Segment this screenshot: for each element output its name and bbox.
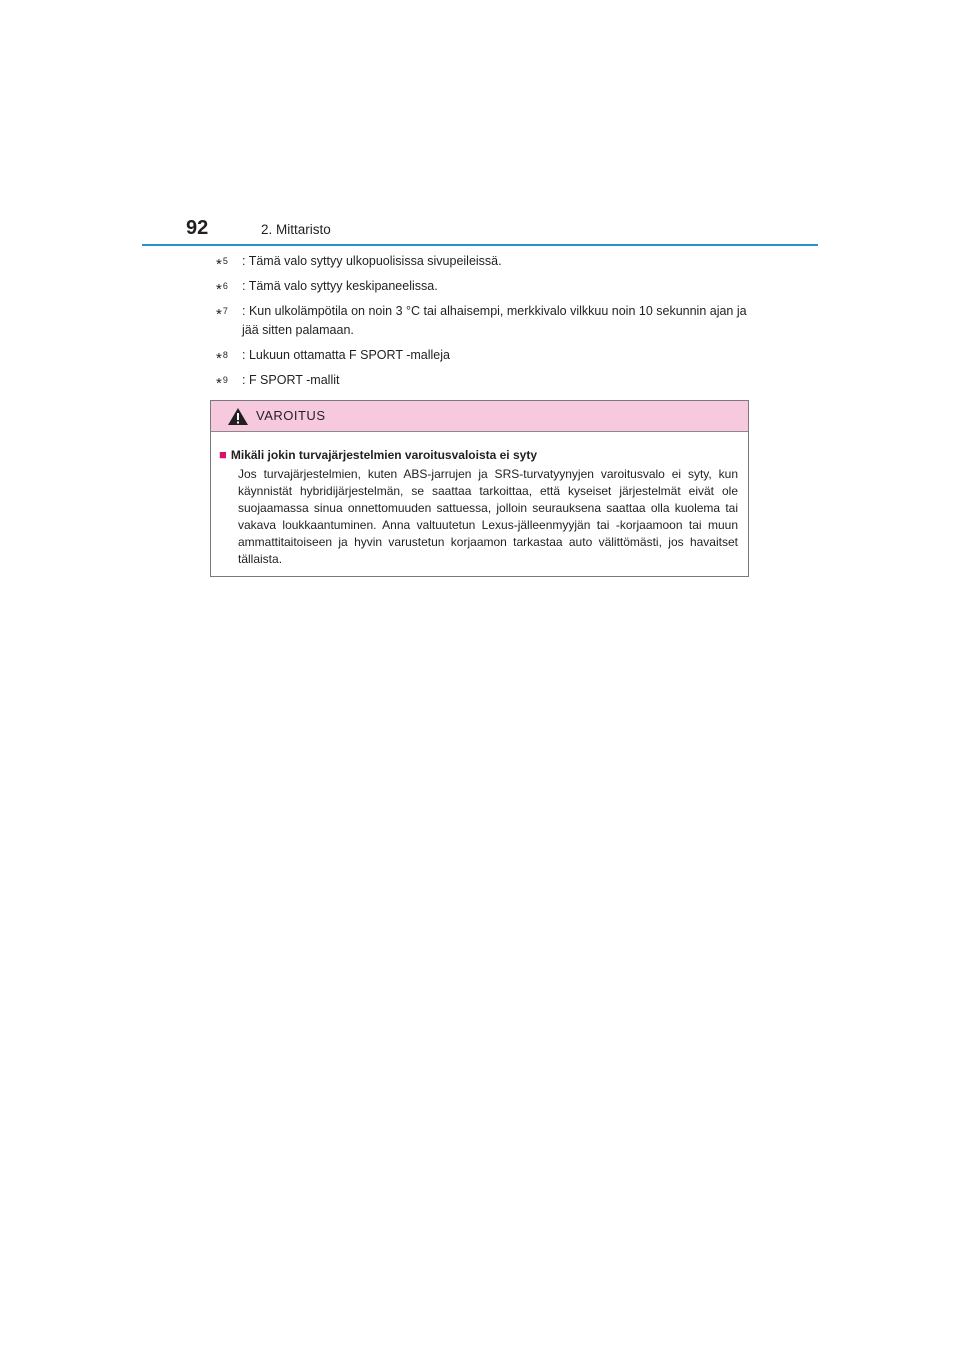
footnote-6 bbox=[216, 277, 751, 296]
warning-triangle-icon bbox=[227, 407, 249, 426]
footnote-9 bbox=[216, 371, 751, 390]
bullet-square-icon: ■ bbox=[219, 447, 227, 462]
footnote-list bbox=[216, 252, 751, 396]
section-title: 2. Mittaristo bbox=[261, 222, 331, 237]
footnote-text: : Lukuun ottamatta F SPORT -malleja bbox=[242, 348, 450, 362]
footnote-7 bbox=[216, 302, 751, 340]
warning-box bbox=[210, 400, 749, 577]
warning-header bbox=[211, 401, 748, 432]
footnote-text: : Tämä valo syttyy ulkopuolisissa sivupeileissä. bbox=[242, 254, 502, 268]
warning-text: Jos turvajärjestelmien, kuten ABS-jarrujen ja SRS-turvatyynyjen varoitusvalo ei syty, kun käynnistät hybridijärjestelmän, se saattaa tarkoittaa, että kyseiset järjestelmät eivät ole suojaamassa sinua onnettomuuden sattuessa, jolloin seurauksena saattaa olla kuolema tai vakava loukkaantuminen. Anna valtuutetun Lexus-jälleenmyyjän tai -korjaamoon tai muun ammattitaitoiseen ja hyvin varustetun korjaamon tarkastaa auto välittömästi, jos havaitset tällaista. bbox=[238, 467, 738, 566]
footnote-marker: *$^8$ bbox=[216, 350, 228, 367]
footnote-text: : Tämä valo syttyy keskipaneelissa. bbox=[242, 279, 438, 293]
footnote-marker: *$^6$ bbox=[216, 281, 228, 298]
footnote-marker: *$^7$ bbox=[216, 306, 228, 323]
footnote-8 bbox=[216, 346, 751, 365]
footnote-marker: *$^5$ bbox=[216, 256, 228, 273]
page-number: 92 bbox=[186, 217, 209, 239]
warning-body bbox=[211, 432, 748, 568]
footnote-5 bbox=[216, 252, 751, 271]
page-header bbox=[0, 0, 960, 250]
footnote-marker: *$^9$ bbox=[216, 375, 228, 392]
footnote-text: : Kun ulkolämpötila on noin 3 °C tai alhaisempi, merkkivalo vilkkuu noin 10 sekunnin ajan ja jää sitten palamaan. bbox=[242, 304, 747, 337]
header-rule bbox=[142, 244, 818, 246]
warning-label: VAROITUS bbox=[256, 408, 326, 423]
warning-title: ■ Mikäli jokin turvajärjestelmien varoitusvaloista ei syty bbox=[219, 447, 537, 462]
footnote-text: : F SPORT -mallit bbox=[242, 373, 340, 387]
